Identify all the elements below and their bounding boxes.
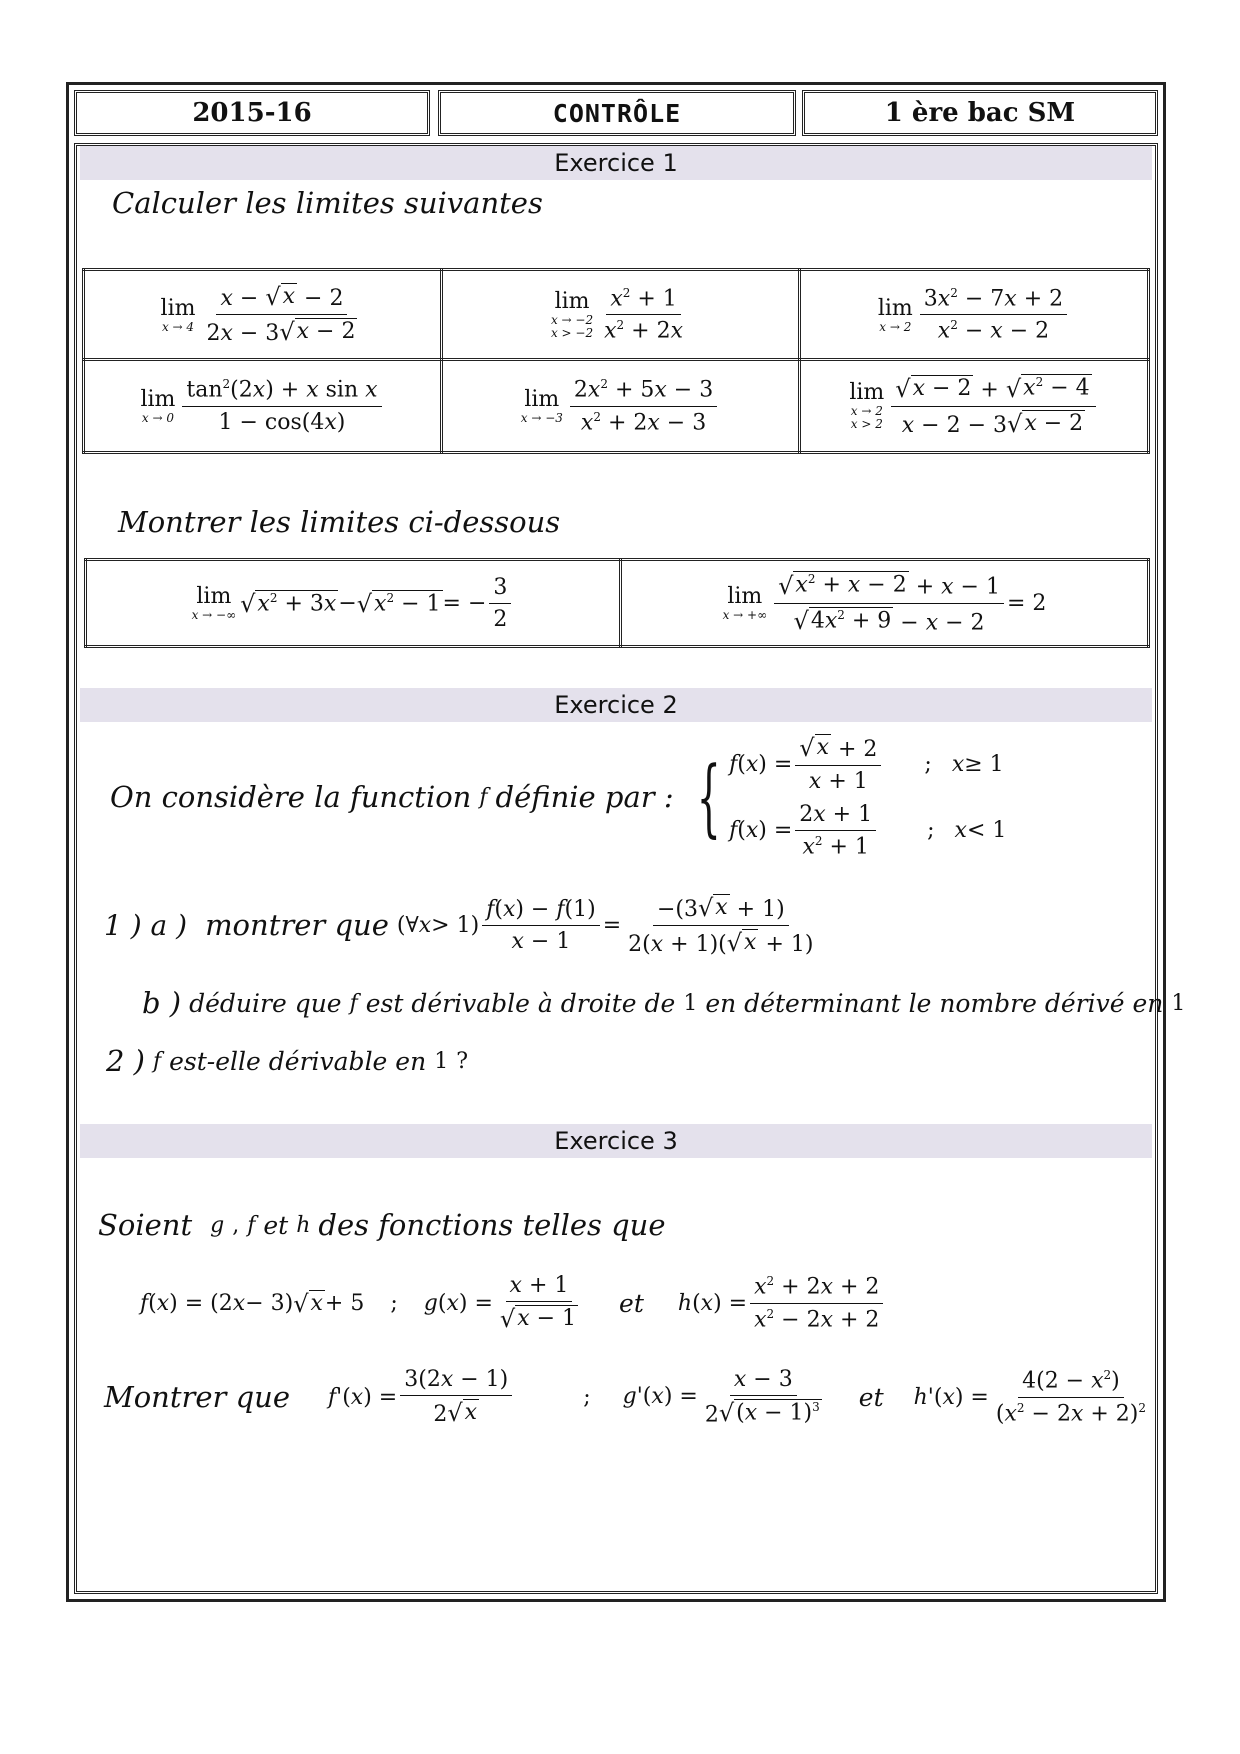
ex2-definition: On considère la function f définie par : { f ( x ) = √ x + 2 x + 1 ; x ≥ 1 f ( x ) = $\frac{2x + 1}{x^2 + 1}$ ; x < 1: [110, 734, 1007, 860]
show-limits-table: [84, 558, 1150, 648]
ex1-instruction-2: Montrer les limites ci-dessous: [118, 505, 561, 539]
ex3-functions: f ( x ) = (2 x − 3) √ x + 5 ; g ( x ) = x + 1 √ x − 1 et h ( x ) = $\frac{x^2 + 2x + 2}{x^2 - 2x + 2}$: [140, 1268, 886, 1338]
show-limit-cell: lim x → −∞ √ $x^2 + 3x$ − √ $x^2 - 1$ = − $\frac{3}{2}$: [86, 560, 621, 647]
limit-cell: lim x → −2 x > −2 $\frac{x^2 + 1}{x^2 + 2x}$: [442, 270, 800, 360]
ex3-intro: Soient g , f et h des fonctions telles que: [98, 1208, 666, 1242]
ex2-q1a: 1 ) a ) montrer que (∀ x > 1) $\frac{f(x) - f(1)}{x - 1}$ = −(3 √ x + 1) 2(x + 1)( √ x + 1): [104, 893, 814, 957]
ex2-q2: 2 ) f est-elle dérivable en 1 ?: [106, 1044, 468, 1078]
ex2-defined-by: définie par :: [495, 780, 674, 814]
ex3-derivatives: Montrer que f '( x ) = 3(2x − 1) 2 √ x ; g '( x ) = x − 3 2 √ $(x - 1)^3$ et h '( x ) = $\frac{4(2 - x^2)}{(x^2 - 2x + 2)^2}$: [104, 1366, 1147, 1428]
limits-table: [82, 268, 1150, 454]
ex2-intro: On considère la function: [110, 780, 472, 814]
show-limit-cell: lim x → +∞ √ $x^2 + x - 2$ + x − 1 √ $4x^2 + 9$ − x − 2 = 2: [621, 560, 1149, 647]
header-title: CONTRÔLE: [438, 90, 796, 136]
ex2-q1b: b ) déduire que f est dérivable à droite de 1 en déterminant le nombre dérivé en 1: [142, 986, 1186, 1020]
exercise-3-header: Exercice 3: [80, 1124, 1152, 1158]
exercise-1-header: Exercice 1: [80, 146, 1152, 180]
header-class: 1 ère bac SM: [802, 90, 1158, 136]
limit-cell: lim x → −3 $\frac{2x^2 + 5x - 3}{x^2 + 2x - 3}$: [442, 360, 800, 453]
ex1-instruction-1: Calculer les limites suivantes: [112, 186, 543, 220]
piecewise-cases: f ( x ) = √ x + 2 x + 1 ; x ≥ 1 f ( x ) = $\frac{2x + 1}{x^2 + 1}$ ; x < 1: [729, 734, 1007, 860]
header-year: 2015-16: [74, 90, 430, 136]
limit-cell: lim x → 0 $\frac{\tan^2(2x) + x \sin x}{1 - \cos(4x)}$: [84, 360, 442, 453]
exercise-2-header: Exercice 2: [80, 688, 1152, 722]
limit-cell: lim x → 2 $\frac{3x^2 - 7x + 2}{x^2 - x - 2}$: [800, 270, 1149, 360]
left-brace: {: [696, 748, 721, 846]
limit-cell: lim x → 2 x > 2 √ x − 2 + √ $x^2 - 4$ x − 2 − 3 √ x − 2: [800, 360, 1149, 453]
limit-cell: lim x → 4 x − √ x − 2 2x − 3 √ x − 2: [84, 270, 442, 360]
